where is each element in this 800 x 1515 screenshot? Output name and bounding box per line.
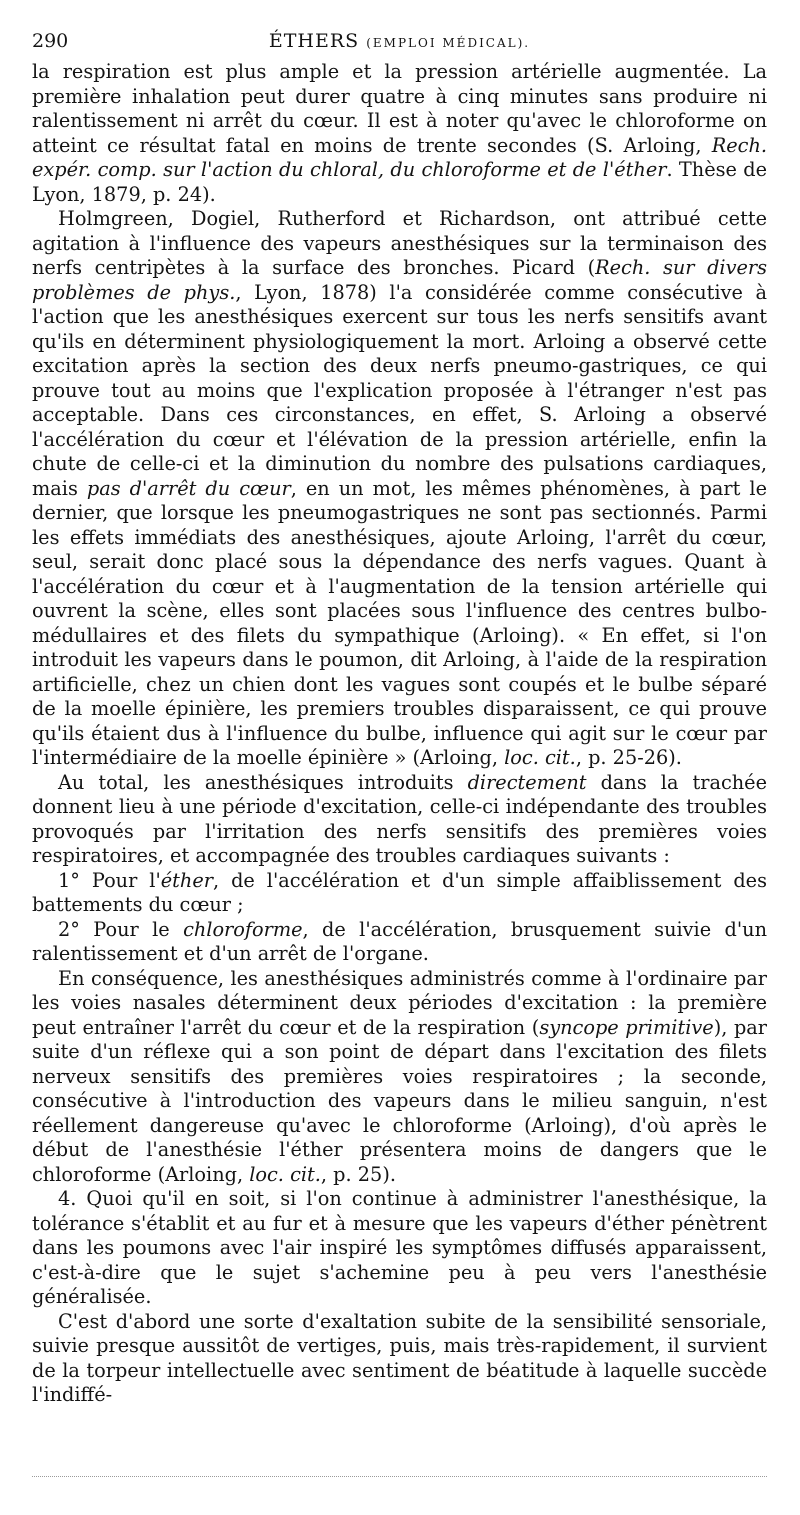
paragraph-2: Holmgreen, Dogiel, Rutherford et Richardson, ont attribué cette agitation à l'influence des vapeurs anesthésiques sur la terminaison des nerfs centripètes à la surface des bronches. Picard (Rech. sur divers problèmes de phys., Lyon, 1878) l'a considérée comme consécutive à l'action que les anesthésiques exercent sur tous les nerfs sensitifs avant qu'ils en déterminent physiologiquement la mort. Arloing a observé cette excitation après la section des deux nerfs pneumo-gastriques, ce qui prouve tout au moins que l'explication proposée à l'étranger n'est pas acceptable. Dans ces circonstances, en effet, S. Arloing a observé l'accélération du cœur et l'élévation de la pression artérielle, enfin la chute de celle-ci et la diminution du nombre des pulsations cardiaques, mais pas d'arrêt du cœur, en un mot, les mêmes phénomènes, à part le dernier, que lorsque les pneumogastriques ne sont pas sectionnés. Parmi les effets immédiats des anesthésiques, ajoute Arloing, l'arrêt du cœur, seul, serait donc placé sous la dépendance des nerfs vagues. Quant à l'accélération du cœur et à l'augmentation de la tension artérielle qui ouvrent la scène, elles sont placées sous l'influence des centres bulbo-médullaires et des filets du sympathique (Arloing). « En effet, si l'on introduit les vapeurs dans le poumon, dit Arloing, à l'aide de la respiration artificielle, chez un chien dont les vagues sont coupés et le bulbe séparé de la moelle épinière, les premiers troubles disparaissent, ce qui prouve qu'ils étaient dus à l'influence du bulbe, influence qui agit sur le cœur par l'intermédiaire de la moelle épinière » (Arloing, loc. cit., p. 25-26). xyxy=(32,207,767,769)
list-item-1: 1° Pour l'éther, de l'accélération et d'un simple affaiblissement des battements du cœur ; xyxy=(32,868,767,916)
running-title xyxy=(32,30,767,52)
footer-divider xyxy=(32,1476,767,1477)
running-header xyxy=(32,30,767,60)
running-title-main: ÉTHERS xyxy=(268,30,360,52)
running-title-sub: (EMPLOI MÉDICAL). xyxy=(366,36,531,50)
paragraph-6: C'est d'abord une sorte d'exaltation subite de la sensibilité sensoriale, suivie presque aussitôt de vertiges, puis, mais très-rapidement, il survient de la torpeur intellectuelle avec sentiment de béatitude à laquelle succède l'indiffé- xyxy=(32,1309,767,1406)
page-body xyxy=(32,60,767,1408)
book-page xyxy=(32,30,767,1408)
paragraph-5: 4. Quoi qu'il en soit, si l'on continue à administrer l'anesthésique, la tolérance s'établit et au fur et à mesure que les vapeurs d'éther pénètrent dans les poumons avec l'air inspiré les symptômes diffusés apparaissent, c'est-à-dire que le sujet s'achemine peu à peu vers l'anesthésie généralisée. xyxy=(32,1187,767,1308)
paragraph-4: En conséquence, les anesthésiques administrés comme à l'ordinaire par les voies nasales déterminent deux périodes d'excitation : la première peut entraîner l'arrêt du cœur et de la respiration (syncope primitive), par suite d'un réflexe qui a son point de départ dans l'excitation des filets nerveux sensitifs des premières voies respiratoires ; la seconde, consécutive à l'introduction des vapeurs dans le milieu sanguin, n'est réellement dangereuse qu'avec le chloroforme (Arloing), d'où après le début de l'anesthésie l'éther présentera moins de dangers que le chloroforme (Arloing, loc. cit., p. 25). xyxy=(32,966,767,1186)
paragraph-1: la respiration est plus ample et la pression artérielle augmentée. La première inhalation peut durer quatre à cinq minutes sans produire ni ralentissement ni arrêt du cœur. Il est à noter qu'avec le chloroforme on atteint ce résultat fatal en moins de trente secondes (S. Arloing, Rech. expér. comp. sur l'action du chloral, du chloroforme et de l'éther. Thèse de Lyon, 1879, p. 24). xyxy=(32,60,767,206)
paragraph-3: Au total, les anesthésiques introduits directement dans la trachée donnent lieu à une période d'excitation, celle-ci indépendante des troubles provoqués par l'irritation des nerfs sensitifs des premières voies respiratoires, et accompagnée des troubles cardiaques suivants : xyxy=(32,770,767,867)
page-number: 290 xyxy=(32,30,69,52)
list-item-2: 2° Pour le chloroforme, de l'accélération, brusquement suivie d'un ralentissement et d'un arrêt de l'organe. xyxy=(32,917,767,965)
